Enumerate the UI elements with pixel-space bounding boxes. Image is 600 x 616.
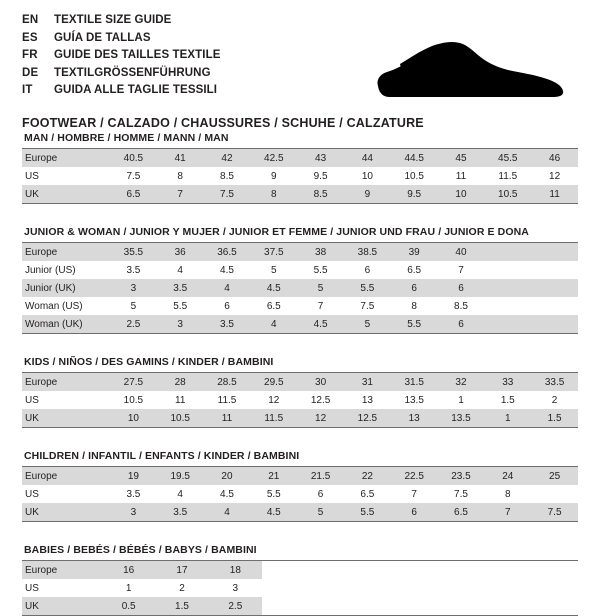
size-cell: 20 [204, 467, 251, 485]
size-cell: 30 [297, 373, 344, 391]
size-cell: 4.5 [204, 485, 251, 503]
size-cell: 10.5 [391, 167, 438, 185]
row-label: UK [22, 503, 110, 521]
size-cell [484, 297, 531, 315]
table-row [22, 149, 578, 167]
size-cell: 3 [110, 503, 157, 521]
language-row [22, 84, 352, 102]
size-cell: 11 [157, 391, 204, 409]
size-table-block [22, 544, 578, 616]
size-cell: 5.5 [344, 279, 391, 297]
row-label: Europe [22, 467, 110, 485]
size-cell: 13.5 [391, 391, 438, 409]
size-cell: 31.5 [391, 373, 438, 391]
size-table-block [22, 226, 578, 334]
row-label: Junior (UK) [22, 279, 110, 297]
size-cell: 1 [438, 391, 485, 409]
size-table [22, 243, 578, 333]
size-cell: 4.5 [250, 503, 297, 521]
size-table-title: CHILDREN / INFANTIL / ENFANTS / KINDER / BAMBINI [24, 450, 300, 462]
dress-shoe-illustration [370, 34, 570, 104]
size-cell: 5 [297, 279, 344, 297]
language-title: GUIDE DES TAILLES TEXTILE [54, 49, 221, 61]
size-cell [531, 485, 578, 503]
size-cell: 4 [157, 261, 204, 279]
size-cell [484, 279, 531, 297]
size-table-block [22, 450, 578, 522]
size-cell: 10 [110, 409, 157, 427]
size-cell: 5 [250, 261, 297, 279]
size-cell: 2.5 [209, 597, 262, 615]
size-cell: 21 [250, 467, 297, 485]
size-cell: 4.5 [204, 261, 251, 279]
size-cell: 46 [531, 149, 578, 167]
size-cell: 10.5 [157, 409, 204, 427]
size-table-title: KIDS / NIÑOS / DES GAMINS / KINDER / BAMBINI [24, 356, 274, 368]
table-row [22, 409, 578, 427]
size-cell: 41 [157, 149, 204, 167]
size-table-title: JUNIOR & WOMAN / JUNIOR Y MUJER / JUNIOR ET FEMME / JUNIOR UND FRAU / JUNIOR E DONA [24, 226, 529, 238]
size-cell: 3 [157, 315, 204, 333]
language-list [22, 14, 352, 102]
language-row [22, 67, 352, 85]
table-row [22, 503, 578, 521]
size-cell [484, 261, 531, 279]
language-code: FR [22, 49, 38, 61]
size-cell: 40 [438, 243, 485, 261]
table-row [22, 579, 262, 597]
language-code: IT [22, 84, 33, 96]
row-label: Europe [22, 149, 110, 167]
size-cell: 12 [531, 167, 578, 185]
size-cell: 28.5 [204, 373, 251, 391]
size-cell: 7 [391, 485, 438, 503]
size-cell: 2 [531, 391, 578, 409]
language-title: GUIDA ALLE TAGLIE TESSILI [54, 84, 218, 96]
size-cell: 5.5 [344, 503, 391, 521]
size-cell: 5.5 [157, 297, 204, 315]
size-cell: 43 [297, 149, 344, 167]
language-title: TEXTILE SIZE GUIDE [54, 14, 172, 26]
size-cell [531, 297, 578, 315]
size-table-title: BABIES / BEBÉS / BÉBÉS / BABYS / BAMBINI [24, 544, 257, 556]
size-cell: 4.5 [297, 315, 344, 333]
language-code: DE [22, 66, 39, 79]
size-cell: 9.5 [297, 167, 344, 185]
size-cell: 7 [157, 185, 204, 203]
size-cell: 17 [155, 561, 208, 579]
size-cell: 1 [484, 409, 531, 427]
table-row [22, 561, 262, 579]
size-cell: 37.5 [250, 243, 297, 261]
table-row [22, 167, 578, 185]
size-table-title: MAN / HOMBRE / HOMME / MANN / MAN [24, 132, 229, 144]
size-cell: 8.5 [297, 185, 344, 203]
table-row [22, 485, 578, 503]
size-cell: 7 [438, 261, 485, 279]
size-cell: 2 [155, 579, 208, 597]
size-cell: 7.5 [344, 297, 391, 315]
language-title: TEXTILGRÖSSENFÜHRUNG [54, 66, 211, 79]
table-row [22, 373, 578, 391]
size-cell: 39 [391, 243, 438, 261]
size-cell: 25 [531, 467, 578, 485]
size-cell: 12.5 [344, 409, 391, 427]
size-cell: 11 [531, 185, 578, 203]
size-cell: 12 [250, 391, 297, 409]
size-cell: 6 [391, 279, 438, 297]
language-row [22, 14, 352, 32]
size-cell: 4 [157, 485, 204, 503]
table-row [22, 297, 578, 315]
size-cell: 1.5 [484, 391, 531, 409]
size-cell: 6 [297, 485, 344, 503]
size-cell: 21.5 [297, 467, 344, 485]
size-cell: 18 [209, 561, 262, 579]
size-cell: 3.5 [157, 279, 204, 297]
size-cell: 10 [438, 185, 485, 203]
divider [22, 333, 578, 334]
size-cell: 2.5 [110, 315, 157, 333]
language-title: GUÍA DE TALLAS [54, 31, 151, 44]
size-cell: 3 [209, 579, 262, 597]
size-cell: 7.5 [531, 503, 578, 521]
language-row [22, 49, 352, 67]
size-cell: 29.5 [250, 373, 297, 391]
size-cell: 0.5 [102, 597, 155, 615]
size-cell: 8 [391, 297, 438, 315]
row-label: Europe [22, 373, 110, 391]
size-cell: 5 [110, 297, 157, 315]
size-cell: 5 [344, 315, 391, 333]
size-cell: 13 [391, 409, 438, 427]
row-label: US [22, 391, 110, 409]
table-row [22, 261, 578, 279]
size-cell: 4 [204, 503, 251, 521]
row-label: UK [22, 409, 110, 427]
size-cell: 27.5 [110, 373, 157, 391]
size-cell: 5 [297, 503, 344, 521]
table-row [22, 243, 578, 261]
size-cell: 7 [297, 297, 344, 315]
size-cell: 19 [110, 467, 157, 485]
size-table [22, 561, 262, 615]
size-cell: 6 [438, 279, 485, 297]
size-cell: 5.5 [391, 315, 438, 333]
size-cell: 44 [344, 149, 391, 167]
row-label: UK [22, 597, 102, 615]
size-cell: 11.5 [484, 167, 531, 185]
page-title: FOOTWEAR / CALZADO / CHAUSSURES / SCHUHE / CALZATURE [22, 115, 424, 130]
table-row [22, 467, 578, 485]
size-cell: 6 [204, 297, 251, 315]
row-label: US [22, 485, 110, 503]
row-label: Europe [22, 561, 102, 579]
size-cell [531, 261, 578, 279]
language-code: ES [22, 31, 38, 44]
size-cell: 22.5 [391, 467, 438, 485]
size-cell: 6.5 [438, 503, 485, 521]
size-cell: 7.5 [110, 167, 157, 185]
row-label: Woman (US) [22, 297, 110, 315]
size-cell [484, 315, 531, 333]
size-cell: 42 [204, 149, 251, 167]
size-cell: 11.5 [204, 391, 251, 409]
size-cell: 33 [484, 373, 531, 391]
size-cell: 33.5 [531, 373, 578, 391]
size-cell: 10 [344, 167, 391, 185]
size-cell: 5.5 [250, 485, 297, 503]
size-cell: 10.5 [110, 391, 157, 409]
size-cell: 12.5 [297, 391, 344, 409]
size-cell [531, 243, 578, 261]
size-cell: 3.5 [204, 315, 251, 333]
size-cell: 8 [157, 167, 204, 185]
size-cell: 19.5 [157, 467, 204, 485]
size-cell: 44.5 [391, 149, 438, 167]
size-cell: 8.5 [204, 167, 251, 185]
size-cell: 6 [391, 503, 438, 521]
language-code: EN [22, 14, 39, 26]
size-cell: 11 [204, 409, 251, 427]
size-tables [22, 132, 578, 616]
size-cell: 40.5 [110, 149, 157, 167]
size-cell: 35.5 [110, 243, 157, 261]
size-cell: 36.5 [204, 243, 251, 261]
size-cell: 16 [102, 561, 155, 579]
size-cell: 45 [438, 149, 485, 167]
header [22, 14, 578, 130]
size-cell: 31 [344, 373, 391, 391]
row-label: US [22, 579, 102, 597]
size-cell: 11.5 [250, 409, 297, 427]
size-cell: 1 [102, 579, 155, 597]
size-cell: 13 [344, 391, 391, 409]
size-cell: 9.5 [391, 185, 438, 203]
size-cell: 6.5 [110, 185, 157, 203]
language-row [22, 32, 352, 50]
row-label: Woman (UK) [22, 315, 110, 333]
size-cell: 36 [157, 243, 204, 261]
size-cell: 7.5 [204, 185, 251, 203]
row-label: US [22, 167, 110, 185]
size-cell: 3.5 [110, 261, 157, 279]
size-cell: 4.5 [250, 279, 297, 297]
size-cell: 3.5 [157, 503, 204, 521]
size-cell: 22 [344, 467, 391, 485]
size-cell: 6.5 [391, 261, 438, 279]
size-cell: 8.5 [438, 297, 485, 315]
size-table-block [22, 356, 578, 428]
size-cell: 11 [438, 167, 485, 185]
size-cell: 38.5 [344, 243, 391, 261]
table-row [22, 279, 578, 297]
size-cell: 1.5 [531, 409, 578, 427]
size-cell [531, 279, 578, 297]
size-table [22, 373, 578, 427]
size-cell: 13.5 [438, 409, 485, 427]
size-cell: 8 [484, 485, 531, 503]
size-cell: 6.5 [250, 297, 297, 315]
row-label: UK [22, 185, 110, 203]
size-cell: 1.5 [155, 597, 208, 615]
table-row [22, 315, 578, 333]
size-cell: 8 [250, 185, 297, 203]
divider [22, 203, 578, 204]
size-cell: 6 [344, 261, 391, 279]
divider [22, 521, 578, 522]
size-cell [531, 315, 578, 333]
size-cell: 24 [484, 467, 531, 485]
size-cell [484, 243, 531, 261]
size-table [22, 149, 578, 203]
table-row [22, 391, 578, 409]
size-cell: 3.5 [110, 485, 157, 503]
size-cell: 5.5 [297, 261, 344, 279]
size-cell: 7.5 [438, 485, 485, 503]
size-cell: 4 [250, 315, 297, 333]
size-cell: 4 [204, 279, 251, 297]
size-cell: 9 [250, 167, 297, 185]
size-cell: 6 [438, 315, 485, 333]
table-row [22, 185, 578, 203]
size-cell: 3 [110, 279, 157, 297]
size-cell: 45.5 [484, 149, 531, 167]
size-cell: 12 [297, 409, 344, 427]
row-label: Junior (US) [22, 261, 110, 279]
size-cell: 28 [157, 373, 204, 391]
row-label: Europe [22, 243, 110, 261]
size-cell: 9 [344, 185, 391, 203]
size-cell: 23.5 [438, 467, 485, 485]
size-cell: 32 [438, 373, 485, 391]
size-table-block [22, 132, 578, 204]
size-cell: 10.5 [484, 185, 531, 203]
size-cell: 38 [297, 243, 344, 261]
size-cell: 42.5 [250, 149, 297, 167]
divider [22, 427, 578, 428]
size-table [22, 467, 578, 521]
size-cell: 7 [484, 503, 531, 521]
size-cell: 6.5 [344, 485, 391, 503]
